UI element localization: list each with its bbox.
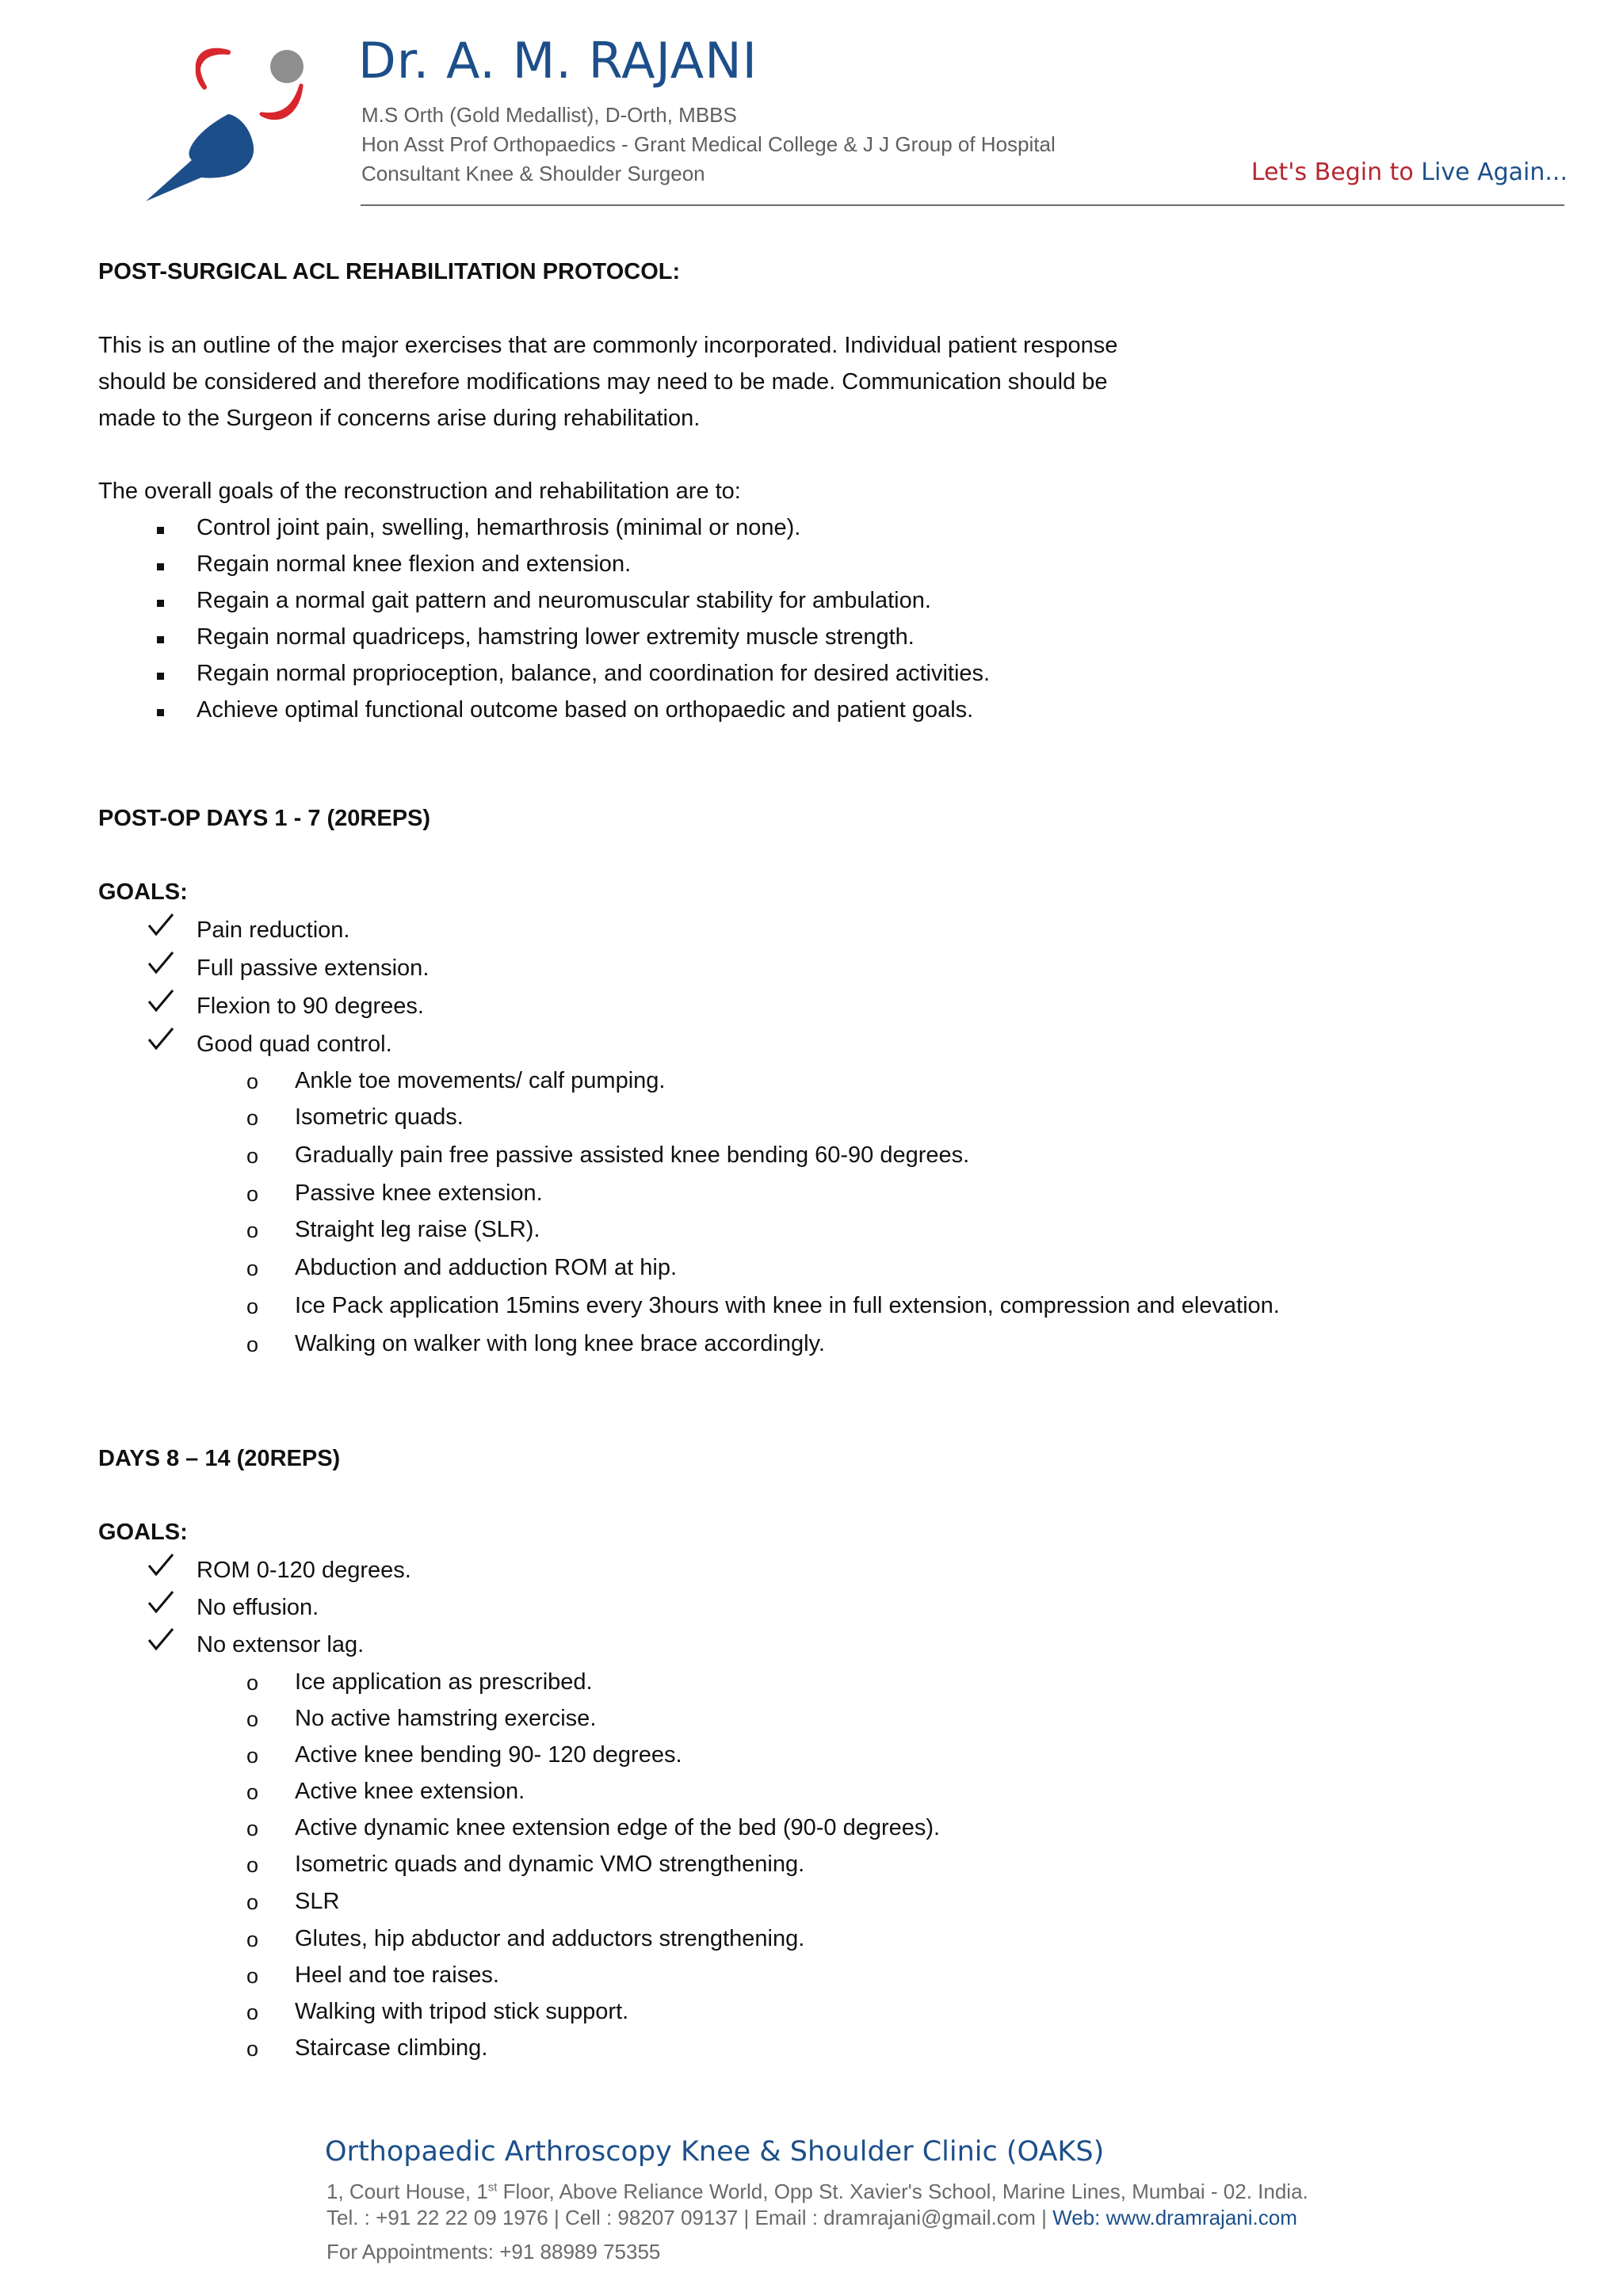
goals-intro: The overall goals of the reconstruction and rehabilitation are to:: [98, 479, 741, 504]
sub-bullet-marker: o: [246, 1853, 259, 1877]
exercise-item: Straight leg raise (SLR).: [295, 1217, 540, 1242]
exercise-item: Walking with tripod stick support.: [295, 1999, 629, 2024]
doctor-specialty: Consultant Knee & Shoulder Surgeon: [361, 162, 705, 185]
overall-goal-item: Regain normal knee flexion and extension.: [197, 551, 632, 577]
checkmark-icon: [147, 951, 174, 974]
clinic-logo: [143, 41, 309, 208]
sub-bullet-marker: o: [246, 1219, 259, 1242]
sub-bullet-marker: o: [246, 1106, 259, 1130]
address-part-2: Floor, Above Reliance World, Opp St. Xavier's School, Marine Lines, Mumbai - 02. India.: [497, 2180, 1308, 2203]
overall-goal-item: Control joint pain, swelling, hemarthrosis (minimal or none).: [197, 515, 801, 540]
square-bullet-icon: [157, 600, 164, 607]
sub-bullet-marker: o: [246, 1295, 259, 1318]
exercise-item: Active dynamic knee extension edge of the bed (90-0 degrees).: [295, 1815, 941, 1840]
intro-line: made to the Surgeon if concerns arise during rehabilitation.: [98, 406, 701, 431]
checkmark-icon: [147, 1627, 174, 1651]
phase-goal-item: No extensor lag.: [197, 1632, 365, 1657]
contact-line: [327, 2206, 1297, 2230]
exercise-item: No active hamstring exercise.: [295, 1706, 597, 1731]
exercise-item: Abduction and adduction ROM at hip.: [295, 1255, 678, 1280]
exercise-item: Walking on walker with long knee brace accordingly.: [295, 1331, 825, 1356]
checkmark-icon: [147, 989, 174, 1013]
email[interactable]: Email : dramrajani@gmail.com: [754, 2206, 1036, 2229]
sub-bullet-marker: o: [246, 2037, 259, 2061]
exercise-item: Active knee bending 90- 120 degrees.: [295, 1742, 682, 1768]
phase-heading: DAYS 8 – 14 (20REPS): [98, 1446, 341, 1471]
sub-bullet-marker: o: [246, 2000, 259, 2024]
exercise-item: Ice application as prescribed.: [295, 1669, 593, 1695]
sub-bullet-marker: o: [246, 1964, 259, 1988]
sub-bullet-marker: o: [246, 1817, 259, 1840]
logo-red-arc-right: [262, 86, 301, 118]
goals-label: GOALS:: [98, 879, 188, 905]
sub-bullet-marker: o: [246, 1257, 259, 1280]
overall-goal-item: Regain a normal gait pattern and neuromuscular stability for ambulation.: [197, 588, 931, 613]
appointments: For Appointments: +91 88989 75355: [327, 2240, 661, 2264]
logo-blue-figure: [146, 114, 254, 201]
doctor-name: Dr. A. M. RAJANI: [358, 32, 758, 90]
address-superscript: st: [487, 2180, 498, 2195]
cell-phone: Cell : 98207 09137: [564, 2206, 739, 2229]
exercise-item: Staircase climbing.: [295, 2035, 488, 2061]
phase-goal-item: Full passive extension.: [197, 955, 430, 981]
doctor-position: Hon Asst Prof Orthopaedics - Grant Medical College & J J Group of Hospital: [361, 132, 1056, 156]
square-bullet-icon: [157, 636, 164, 643]
sub-bullet-marker: o: [246, 1144, 259, 1168]
intro-line: should be considered and therefore modifications may need to be made. Communication should be: [98, 369, 1108, 395]
exercise-item: Ankle toe movements/ calf pumping.: [295, 1068, 666, 1093]
phase-heading: POST-OP DAYS 1 - 7 (20REPS): [98, 806, 431, 831]
sub-bullet-marker: o: [246, 1928, 259, 1951]
sub-bullet-marker: o: [246, 1744, 259, 1768]
exercise-item: Active knee extension.: [295, 1779, 525, 1804]
document-title: POST-SURGICAL ACL REHABILITATION PROTOCOL:: [98, 259, 681, 284]
overall-goal-item: Achieve optimal functional outcome based on orthopaedic and patient goals.: [197, 697, 974, 723]
doctor-qualifications: M.S Orth (Gold Medallist), D-Orth, MBBS: [361, 103, 737, 127]
separator: |: [1041, 2206, 1047, 2229]
checkmark-icon: [147, 1027, 174, 1051]
phase-goal-item: ROM 0-120 degrees.: [197, 1558, 411, 1583]
overall-goal-item: Regain normal quadriceps, hamstring lower extremity muscle strength.: [197, 624, 915, 650]
square-bullet-icon: [157, 709, 164, 716]
tagline-part-2: Live Again...: [1421, 158, 1568, 186]
web-label: Web:: [1052, 2206, 1101, 2229]
square-bullet-icon: [157, 673, 164, 680]
overall-goal-item: Regain normal proprioception, balance, and coordination for desired activities.: [197, 661, 991, 686]
exercise-item: Glutes, hip abductor and adductors strengthening.: [295, 1926, 805, 1951]
phase-goal-item: Good quad control.: [197, 1032, 392, 1057]
sub-bullet-marker: o: [246, 1780, 259, 1804]
sub-bullet-marker: o: [246, 1070, 259, 1093]
clinic-name: Orthopaedic Arthroscopy Knee & Shoulder Clinic (OAKS): [325, 2136, 1105, 2168]
exercise-item: Isometric quads and dynamic VMO strengthening.: [295, 1852, 805, 1877]
phase-goal-item: Flexion to 90 degrees.: [197, 994, 424, 1019]
clinic-address: [327, 2180, 1308, 2204]
logo-red-arc-left: [198, 51, 228, 87]
website-link[interactable]: www.dramrajani.com: [1106, 2206, 1297, 2229]
sub-bullet-marker: o: [246, 1182, 259, 1206]
exercise-item: Passive knee extension.: [295, 1180, 543, 1206]
phase-goal-item: No effusion.: [197, 1595, 319, 1620]
square-bullet-icon: [157, 527, 164, 534]
exercise-item: Heel and toe raises.: [295, 1962, 499, 1988]
exercise-item: Gradually pain free passive assisted knee bending 60-90 degrees.: [295, 1142, 970, 1168]
exercise-item: Ice Pack application 15mins every 3hours with knee in full extension, compression and elevation.: [295, 1293, 1280, 1318]
sub-bullet-marker: o: [246, 1890, 259, 1914]
sub-bullet-marker: o: [246, 1333, 259, 1356]
checkmark-icon: [147, 913, 174, 936]
header-divider: [361, 204, 1564, 206]
tagline: [1251, 158, 1568, 186]
separator: |: [553, 2206, 559, 2229]
tagline-part-1: Let's Begin to: [1251, 158, 1414, 186]
exercise-item: SLR: [295, 1889, 340, 1914]
exercise-item: Isometric quads.: [295, 1104, 464, 1130]
sub-bullet-marker: o: [246, 1671, 259, 1695]
phase-goal-item: Pain reduction.: [197, 917, 350, 943]
address-part-1: 1, Court House, 1: [327, 2180, 488, 2203]
checkmark-icon: [147, 1553, 174, 1577]
separator: |: [743, 2206, 750, 2229]
sub-bullet-marker: o: [246, 1707, 259, 1731]
intro-line: This is an outline of the major exercises that are commonly incorporated. Individual patient response: [98, 333, 1118, 358]
telephone: Tel. : +91 22 22 09 1976: [327, 2206, 548, 2229]
logo-grey-head: [270, 50, 304, 83]
checkmark-icon: [147, 1590, 174, 1614]
square-bullet-icon: [157, 563, 164, 570]
goals-label: GOALS:: [98, 1520, 188, 1545]
